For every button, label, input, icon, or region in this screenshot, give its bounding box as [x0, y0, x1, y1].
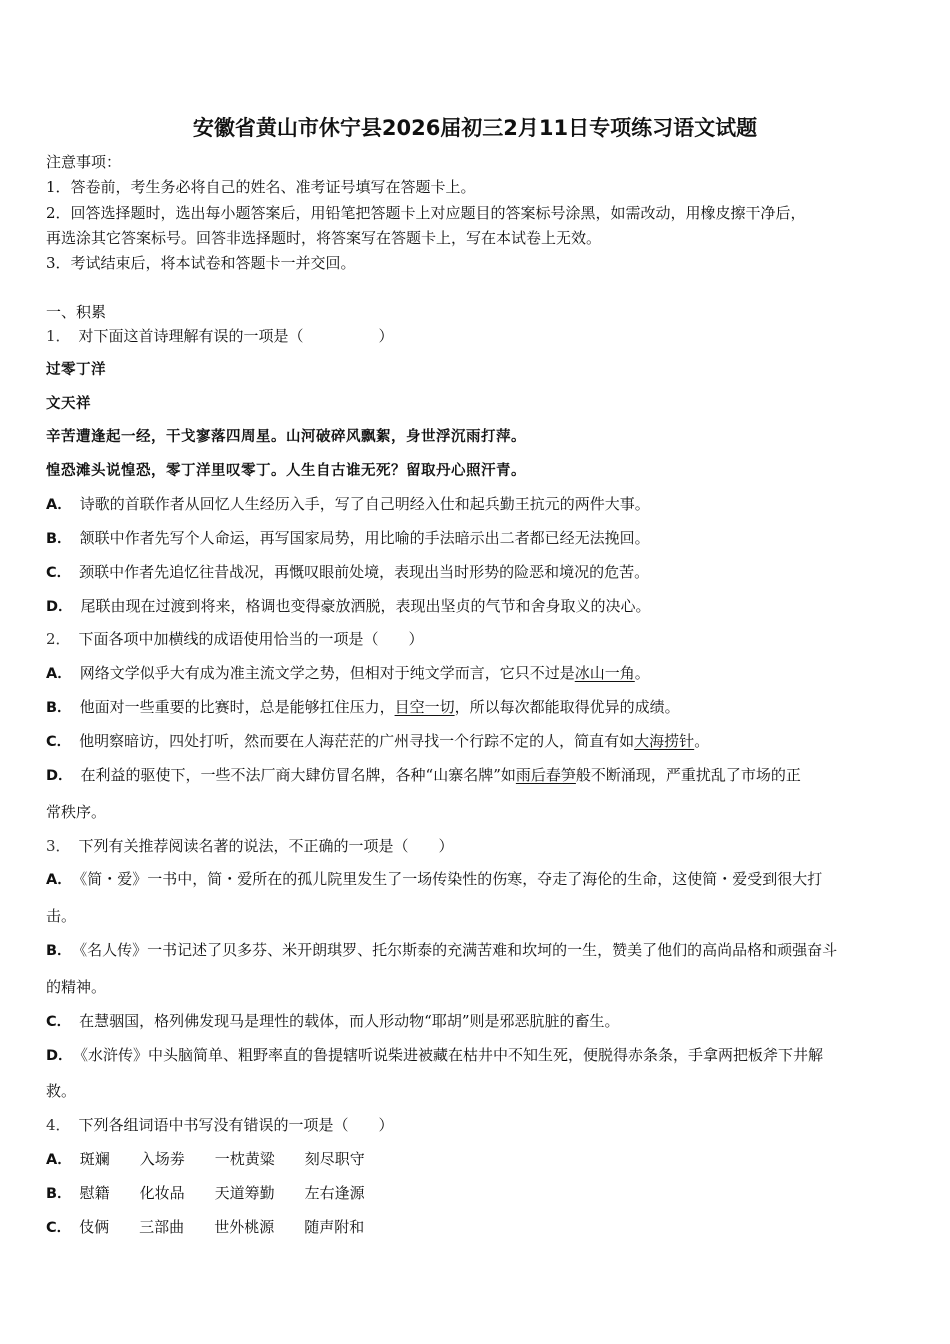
q2-option-c — [46, 731, 908, 752]
q3-option-d-continued: 救。 — [46, 1082, 77, 1100]
option-text: 《水浒传》中头脑简单、粗野率直的鲁提辖听说柴进被藏在枯井中不知生死，便脱得赤条条，手拿两把板斧下井解 — [80, 1046, 824, 1064]
option-text-end: 。 — [694, 732, 710, 750]
question-text: 下列各组词语中书写没有错误的一项是（ ） — [78, 1116, 394, 1134]
poem-author: 文天祥 — [46, 395, 91, 412]
q2-option-b — [46, 697, 908, 718]
word-2: 入场劵 — [139, 1150, 185, 1168]
q3-option-c — [46, 1011, 908, 1032]
option-text-end: 。 — [634, 664, 650, 682]
q4-option-a — [46, 1149, 908, 1170]
section-heading: 一、积累 — [46, 303, 107, 321]
option-text: 在慧骃国，格列佛发现马是理性的载体，而人形动物“耶胡”则是邪恶肮脏的畜生。 — [79, 1012, 620, 1030]
option-text: 颔联中作者先写个人命运，再写国家局势，用比喻的手法暗示出二者都已经无法挽回。 — [79, 529, 650, 547]
option-label: D． — [46, 768, 73, 784]
option-text: 《简・爱》一书中，简・爱所在的孤儿院里发生了一场传染性的伤寒，夺走了海伦的生命，这使简・爱受到很大打 — [79, 870, 823, 888]
option-label: C． — [46, 1014, 72, 1030]
option-text-end: ，所以每次都能取得优异的成绩。 — [454, 698, 680, 716]
q4-option-c — [46, 1217, 908, 1238]
option-text: 尾联由现在过渡到将来，格调也变得豪放洒脱，表现出坚贞的气节和舍身取义的决心。 — [80, 597, 651, 615]
option-label: A． — [46, 872, 72, 888]
option-label: A． — [46, 497, 72, 513]
option-text-end: 般不断涌现，严重扰乱了市场的正 — [575, 766, 801, 784]
option-text: 《名人传》一书记述了贝多芬、米开朗琪罗、托尔斯泰的充满苦难和坎坷的一生，赞美了他们的高尚品格和顽强奋斗 — [79, 941, 838, 959]
q3-option-b-continued: 的精神。 — [46, 978, 107, 996]
question-3-stem — [46, 836, 908, 856]
q4-option-b — [46, 1183, 908, 1204]
option-text: 网络文学似乎大有成为准主流文学之势，但相对于纯文学而言，它只不过是 — [79, 664, 575, 682]
option-text: 他面对一些重要的比赛时，总是能够扛住压力， — [79, 698, 395, 716]
option-text: 他明察暗访，四处打听，然而要在人海茫茫的广州寻找一个行踪不定的人，简直有如 — [79, 732, 635, 750]
q3-option-a-continued: 击。 — [46, 907, 77, 925]
q1-option-d — [46, 596, 908, 617]
option-label: B． — [46, 1186, 72, 1202]
question-number: 4． — [46, 1116, 71, 1134]
word-3: 一枕黄粱 — [214, 1150, 275, 1168]
underlined-idiom: 冰山一角 — [574, 664, 635, 682]
q2-option-d-continued: 常秩序。 — [46, 803, 107, 821]
question-number: 2． — [46, 630, 71, 648]
question-number: 1． — [46, 327, 71, 345]
question-4-stem — [46, 1115, 908, 1135]
question-text: 对下面这首诗理解有误的一项是（ ） — [78, 327, 394, 345]
word-1: 斑斓 — [79, 1150, 110, 1168]
q1-option-a — [46, 494, 908, 515]
document-title: 安徽省黄山市休宁县2026届初三2月11日专项练习语文试题 — [192, 116, 758, 140]
word-1: 伎俩 — [79, 1218, 110, 1236]
question-text: 下列有关推荐阅读名著的说法，不正确的一项是（ ） — [78, 837, 454, 855]
underlined-idiom: 雨后春笋 — [515, 766, 576, 784]
notice-item-1: 1．答卷前，考生务必将自己的姓名、准考证号填写在答题卡上。 — [46, 178, 476, 196]
poem-line-1: 辛苦遭逢起一经，干戈寥落四周星。山河破碎风飘絮，身世浮沉雨打萍。 — [46, 428, 526, 445]
option-text: 在利益的驱使下，一些不法厂商大肆仿冒名牌，各种“山寨名牌”如 — [80, 766, 516, 784]
word-2: 化妆品 — [139, 1184, 185, 1202]
option-label: C． — [46, 1220, 72, 1236]
question-number: 3． — [46, 837, 71, 855]
question-text: 下面各项中加横线的成语使用恰当的一项是（ ） — [78, 630, 424, 648]
option-label: C． — [46, 565, 72, 581]
option-label: D． — [46, 1048, 73, 1064]
q3-option-d — [46, 1045, 908, 1066]
q2-option-d — [46, 765, 908, 786]
option-label: B． — [46, 531, 72, 547]
option-label: A． — [46, 1152, 72, 1168]
notice-item-2b: 再选涂其它答案标号。回答非选择题时，将答案写在答题卡上，写在本试卷上无效。 — [46, 229, 602, 247]
word-3: 天道筹勤 — [214, 1184, 275, 1202]
poem-line-2: 惶恐滩头说惶恐，零丁洋里叹零丁。人生自古谁无死？留取丹心照汗青。 — [46, 462, 526, 479]
word-4: 左右逢源 — [304, 1184, 365, 1202]
q1-option-b — [46, 528, 908, 549]
poem-title: 过零丁洋 — [46, 361, 106, 378]
question-2-stem — [46, 629, 908, 649]
option-label: B． — [46, 943, 72, 959]
q1-option-c — [46, 562, 908, 583]
word-4: 刻尽职守 — [304, 1150, 365, 1168]
question-1-stem — [46, 326, 908, 346]
notice-item-2a: 2．回答选择题时，选出每小题答案后，用铅笔把答题卡上对应题目的答案标号涂黑，如需改动，用橡皮擦干净后， — [46, 204, 806, 222]
underlined-idiom: 大海捞针 — [634, 732, 695, 750]
word-2: 三部曲 — [139, 1218, 185, 1236]
option-label: D． — [46, 599, 73, 615]
q3-option-b — [46, 940, 908, 961]
word-3: 世外桃源 — [214, 1218, 275, 1236]
notice-item-3: 3．考试结束后，将本试卷和答题卡一并交回。 — [46, 254, 356, 272]
option-text: 诗歌的首联作者从回忆人生经历入手，写了自己明经入仕和起兵勤王抗元的两件大事。 — [79, 495, 650, 513]
q2-option-a — [46, 663, 908, 684]
underlined-idiom: 目空一切 — [394, 698, 455, 716]
option-text: 颈联中作者先追忆往昔战况，再慨叹眼前处境，表现出当时形势的险恶和境况的危苦。 — [79, 563, 650, 581]
q3-option-a — [46, 869, 908, 890]
option-label: A． — [46, 666, 72, 682]
option-label: B． — [46, 700, 72, 716]
notice-heading: 注意事项： — [46, 153, 122, 171]
word-1: 慰籍 — [79, 1184, 110, 1202]
option-label: C． — [46, 734, 72, 750]
word-4: 随声附和 — [304, 1218, 365, 1236]
